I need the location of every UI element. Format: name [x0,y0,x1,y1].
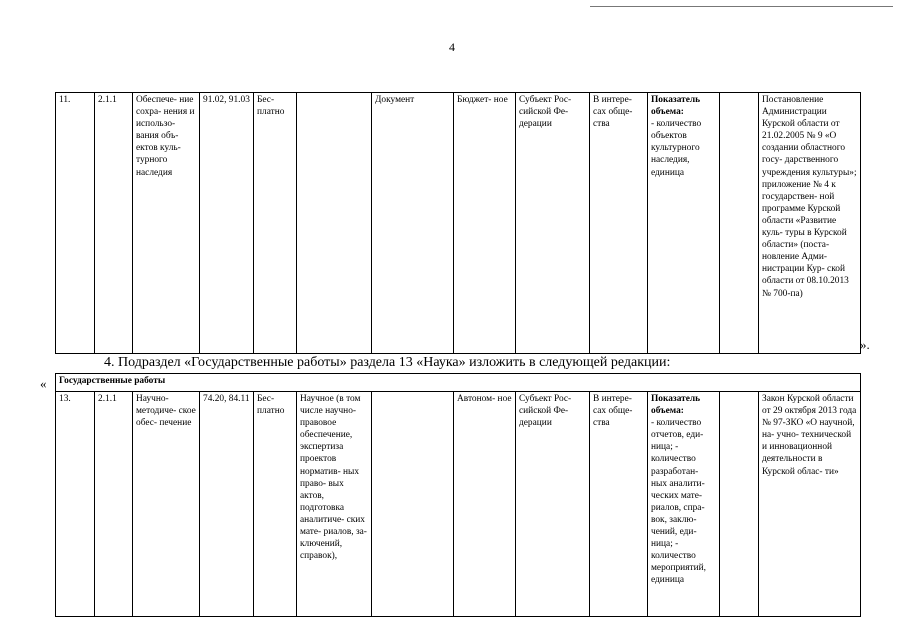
section-heading: 4. Подраздел «Государственные работы» раздела 13 «Наука» изложить в следующей редакции: [104,355,671,370]
row-code: 2.1.1 [95,392,133,617]
opening-quote: « [40,376,47,391]
closing-quote: ». [860,337,870,352]
institution-type: Автоном- ное [454,392,516,617]
indicators-cell [648,392,720,617]
legal-basis: Постановление Администрации Курской области от 21.02.2005 № 9 «О создании областного госу- дарственного учреждения культуры»; приложение № 4 к государствен- ной программе Курской области «Развитие куль- туры в Курской области» (поста- новление Адми- нистрации Кур- ской области от 08.10.2013 № 700-па) [759,93,861,354]
indicators-list: - количество объектов культурного наследия, единица [651,119,702,178]
okved-codes: 74.20, 84.11 [200,392,254,617]
government-level: Субъект Рос- сийской Фе- дерации [516,93,590,354]
extra-cell [720,93,759,354]
table-row [56,392,861,617]
indicators-title: Показатель объема: [651,95,701,118]
table-state-works [55,373,861,617]
table-header: Государственные работы [56,374,861,392]
indicators-list: - количество отчетов, еди- ница; - количество разработан- ных аналити- ческих мате- риалов, спра- вок, заклю- чений, еди- ница; - количество мероприятий, единица [651,418,706,586]
row-number: 11. [56,93,95,354]
work-name: Научно- методиче- ское обес- печение [133,392,200,617]
row-number: 13. [56,392,95,617]
service-name: Обеспече- ние сохра- нения и использо- вания объ- ектов куль- турного наследия [133,93,200,354]
payment-terms: Бес- платно [254,392,297,617]
page-number: 4 [449,40,455,54]
work-content: Научное (в том числе научно- правовое обеспечение, экспертиза проектов норматив- ных право- вых актов, подготовка аналитиче- ских мате- риалов, за- ключений, справок), [297,392,372,617]
result-form: Документ [372,93,454,354]
top-rule [590,6,893,7]
result-form [372,392,454,617]
table-row [56,93,861,354]
row-code: 2.1.1 [95,93,133,354]
extra-cell [720,392,759,617]
legal-basis: Закон Курской области от 29 октября 2013 года № 97-ЗКО «О научной, на- учно- технической и инновационной деятельности в Курской облас- ти» [759,392,861,617]
indicators-title: Показатель объема: [651,394,701,417]
indicators-cell [648,93,720,354]
okved-codes: 91.02, 91.03 [200,93,254,354]
government-level: Субъект Рос- сийской Фе- дерации [516,392,590,617]
table-header-row [56,374,861,392]
institution-type: Бюджет- ное [454,93,516,354]
payment-terms: Бес- платно [254,93,297,354]
interest-scope: В интере- сах обще- ства [590,93,648,354]
table-services-culture [55,92,861,354]
service-content [297,93,372,354]
interest-scope: В интере- сах обще- ства [590,392,648,617]
